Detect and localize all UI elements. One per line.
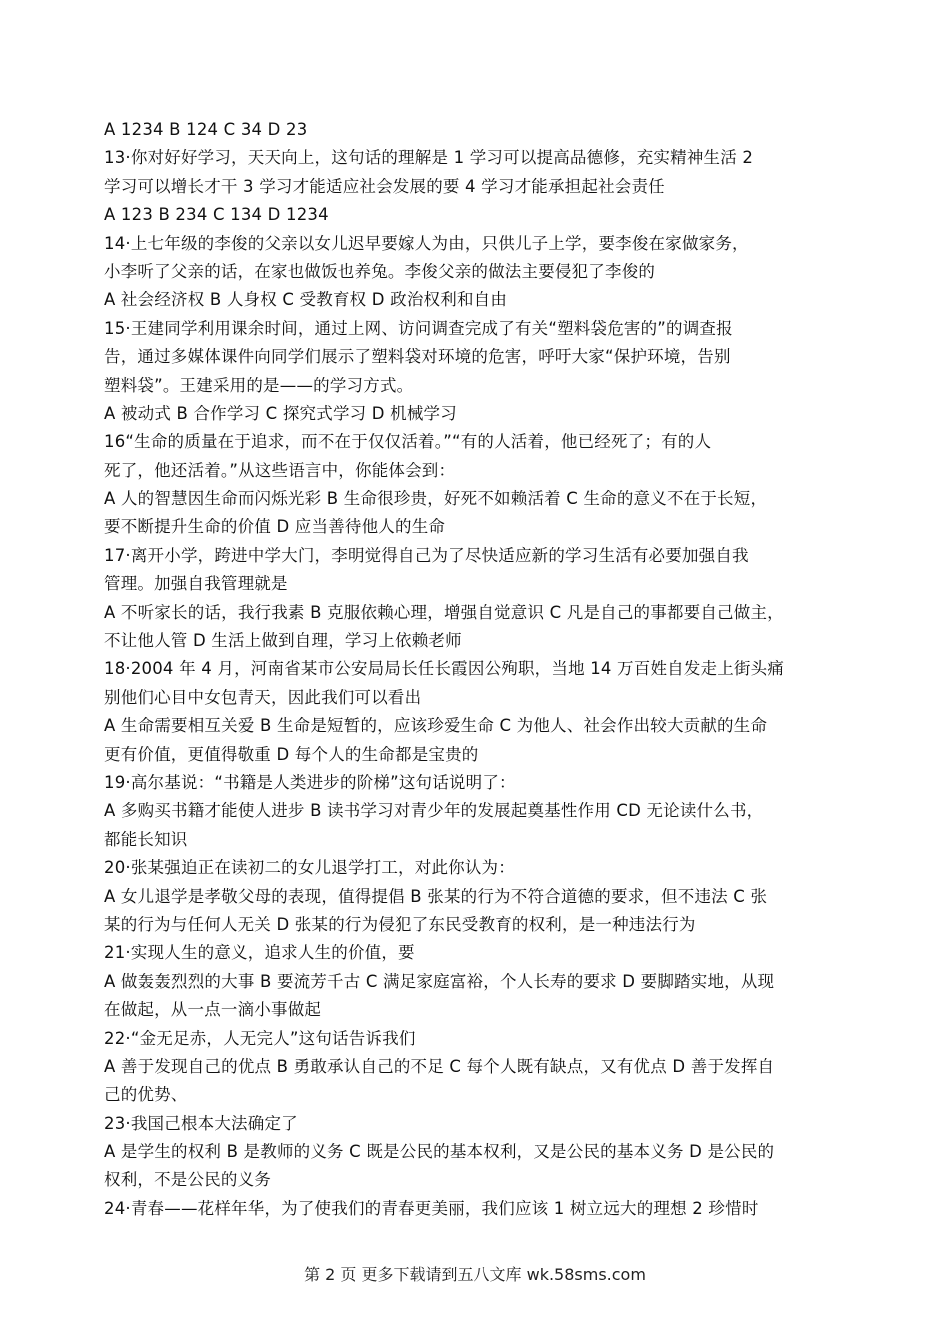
text-line: A 被动式 B 合作学习 C 探究式学习 D 机械学习 [104,403,457,423]
text-line: 都能长知识 [104,829,188,849]
text-line: 20·张某强迫正在读初二的女儿退学打工，对此你认为： [104,858,515,878]
text-line: 19·高尔基说：“书籍是人类进步的阶梯”这句话说明了： [104,772,516,792]
text-line: 13·你对好好学习，天天向上，这句话的理解是 1 学习可以提高品德修，充实精神生活 2 [104,148,754,168]
text-line: A 123 B 234 C 134 D 1234 [104,205,329,225]
text-line: 15·王建同学利用课余时间，通过上网、访问调查完成了有关“塑料袋危害的”的调查报 [104,318,733,338]
text-line: 21·实现人生的意义，追求人生的价值，要 [104,943,415,963]
text-line: 某的行为与任何人无关 D 张某的行为侵犯了东民受教育的权利，是一种违法行为 [104,914,696,934]
text-line: 死了，他还活着。”从这些语言中，你能体会到： [104,460,456,480]
text-line: 管理。加强自我管理就是 [104,574,288,594]
text-line: 权利，不是公民的义务 [104,1170,271,1190]
text-line: A 善于发现自己的优点 B 勇敢承认自己的不足 C 每个人既有缺点，又有优点 D 善于发挥自 [104,1056,775,1076]
text-line: A 做轰轰烈烈的大事 B 要流芳千古 C 满足家庭富裕，个人长寿的要求 D 要脚踏实地，从现 [104,971,775,991]
text-line: A 社会经济权 B 人身权 C 受教育权 D 政治权利和自由 [104,290,508,310]
text-line: 要不断提升生命的价值 D 应当善待他人的生命 [104,517,446,537]
text-line: 在做起，从一点一滴小事做起 [104,1000,322,1020]
text-line: 小李听了父亲的话，在家也做饭也养兔。李俊父亲的做法主要侵犯了李俊的 [104,261,656,281]
text-line: A 人的智慧因生命而闪烁光彩 B 生命很珍贵，好死不如赖活着 C 生命的意义不在于长短， [104,489,768,509]
text-line: 24·青春——花样年华，为了使我们的青春更美丽，我们应该 1 树立远大的理想 2 珍惜时 [104,1198,759,1218]
text-line: 17·离开小学，跨进中学大门，李明觉得自己为了尽快适应新的学习生活有必要加强自我 [104,545,749,565]
text-line: A 生命需要相互关爱 B 生命是短暂的，应该珍爱生命 C 为他人、社会作出较大贡献的生命 [104,716,768,736]
text-line: A 是学生的权利 B 是教师的义务 C 既是公民的基本权利，又是公民的基本义务 D 是公民的 [104,1142,775,1162]
page-footer: 第 2 页 更多下载请到五八文库 wk.58sms.com [304,1265,646,1284]
document-body [104,116,852,1223]
text-line: 14·上七年级的李俊的父亲以女儿迟早要嫁人为由，只供儿子上学，要李俊在家做家务， [104,233,749,253]
text-line: 别他们心目中女包青天，因此我们可以看出 [104,687,422,707]
text-line: 23·我国己根本大法确定了 [104,1113,298,1133]
text-line: 塑料袋”。王建采用的是——的学习方式。 [104,375,414,395]
text-line: 18·2004 年 4 月，河南省某市公安局局长任长霞因公殉职，当地 14 万百姓自发走上街头痛 [104,659,785,679]
text-line: 告，通过多媒体课件向同学们展示了塑料袋对环境的危害，呼吁大家“保护环境，告别 [104,347,731,367]
text-line: A 1234 B 124 C 34 D 23 [104,120,308,139]
text-line: A 不听家长的话，我行我素 B 克服依赖心理，增强自觉意识 C 凡是自己的事都要自己做主， [104,602,784,622]
text-line: A 多购买书籍才能使人进步 B 读书学习对青少年的发展起奠基性作用 CD 无论读什么书， [104,801,764,821]
text-line: 22·“金无足赤，人无完人”这句话告诉我们 [104,1028,416,1048]
text-line: 不让他人管 D 生活上做到自理，学习上依赖老师 [104,631,462,651]
text-line: 学习可以增长才干 3 学习才能适应社会发展的要 4 学习才能承担起社会责任 [104,176,665,196]
text-line: A 女儿退学是孝敬父母的表现，值得提倡 B 张某的行为不符合道德的要求，但不违法 C 张 [104,886,768,906]
text-line: 己的优势、 [104,1085,188,1105]
text-line: 16“生命的质量在于追求，而不在于仅仅活着。”“有的人活着，他已经死了；有的人 [104,432,712,452]
text-line: 更有价值，更值得敬重 D 每个人的生命都是宝贵的 [104,744,479,764]
